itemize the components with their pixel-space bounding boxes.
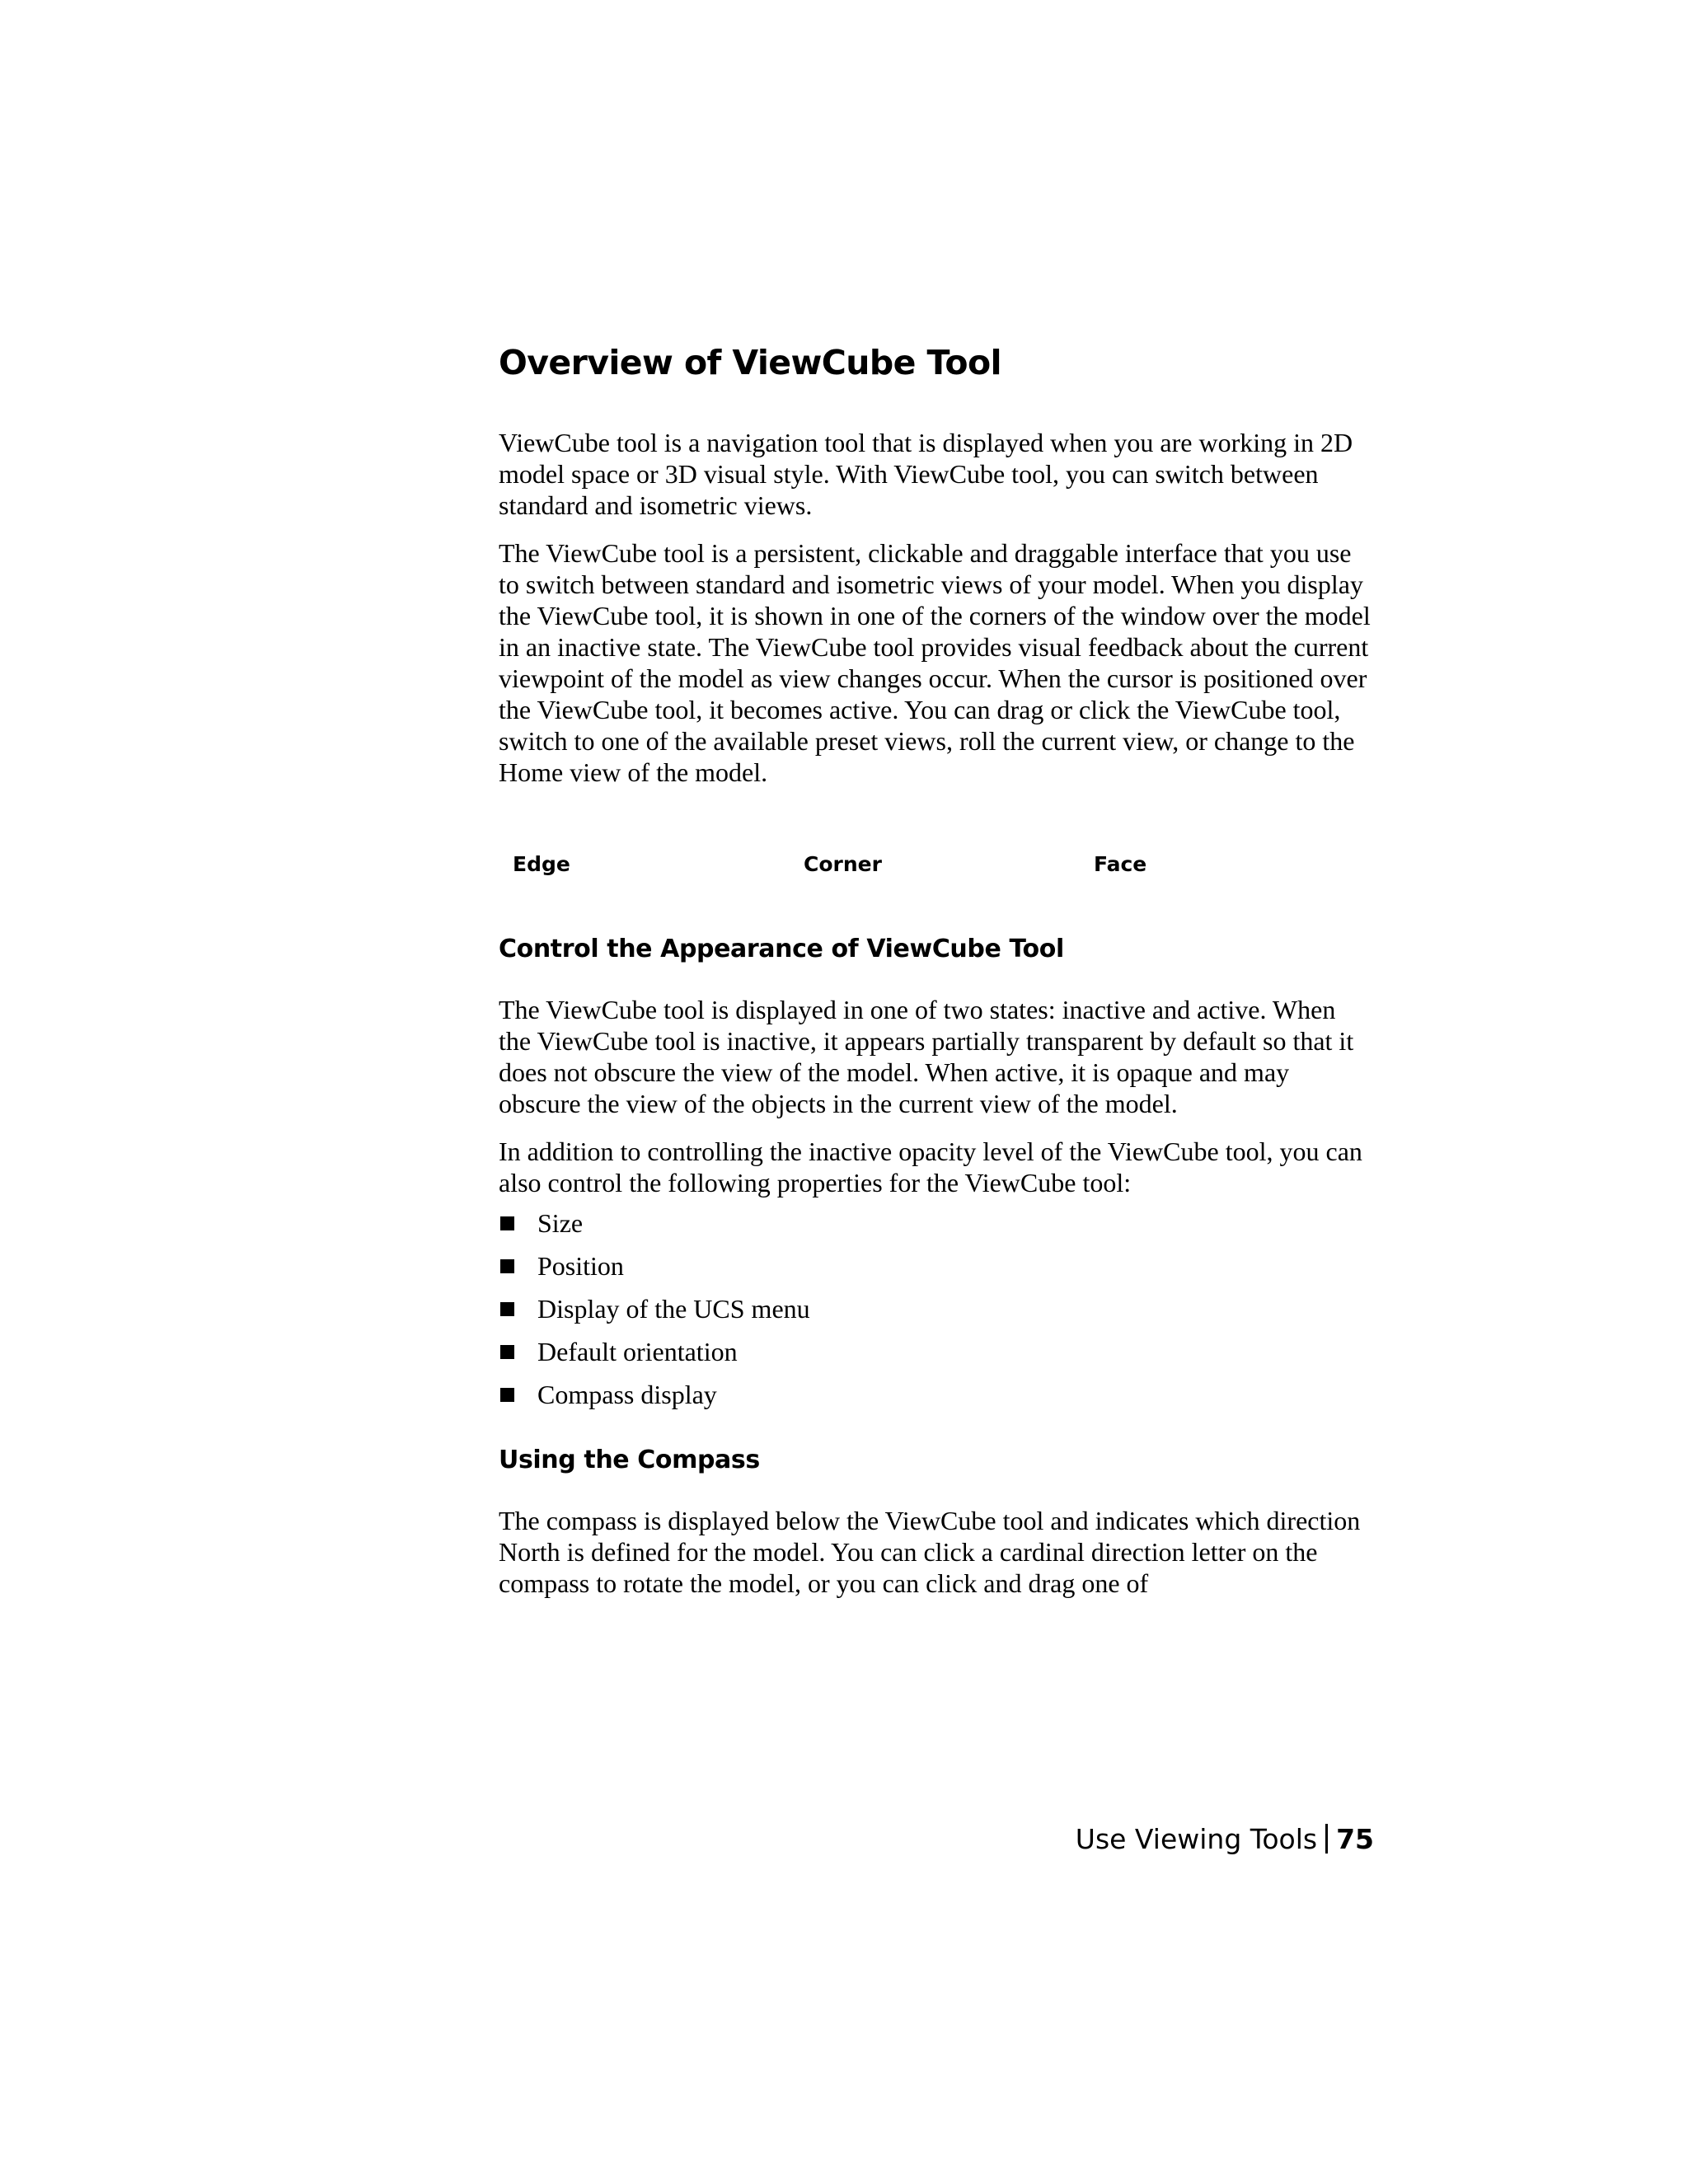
square-bullet-icon	[500, 1216, 514, 1230]
compass-paragraph: The compass is displayed below the ViewCube tool and indicates which direction North is defined for the model. You can click a cardinal direction letter on the compass to rotate the model, or you can click and drag one of	[499, 1506, 1361, 1598]
list-item-text: Display of the UCS menu	[537, 1294, 810, 1324]
footer-divider	[1325, 1824, 1328, 1854]
page-footer	[1076, 1821, 1374, 1858]
compass-heading: Using the Compass	[499, 1446, 760, 1474]
list-item-text: Compass display	[537, 1380, 717, 1409]
list-item-text: Size	[537, 1208, 584, 1238]
footer-chapter-title: Use Viewing Tools	[1075, 1823, 1318, 1855]
viewcube-figure-labels	[499, 851, 1374, 879]
list-item	[499, 1287, 1374, 1330]
square-bullet-icon	[500, 1388, 514, 1402]
list-item-text: Default orientation	[537, 1337, 738, 1366]
appearance-paragraph: The ViewCube tool is displayed in one of two states: inactive and active. When the ViewCube tool is inactive, it appears partially transparent by default so that it does not obscure the view of the model. When active, it is opaque and may obscure the view of the objects in the current view of the model.	[499, 995, 1354, 1118]
appearance-heading: Control the Appearance of ViewCube Tool	[499, 935, 1064, 963]
list-item	[499, 1202, 1374, 1244]
intro-paragraph: The ViewCube tool is a persistent, clickable and draggable interface that you use to switch between standard and isometric views of your model. When you display the ViewCube tool, it is shown in one of the corners of the window over the model in an inactive state. The ViewCube tool provides visual feedback about the current viewpoint of the model as view changes occur. When the cursor is positioned over the ViewCube tool, it becomes active. You can drag or click the ViewCube tool, switch to one of the available preset views, roll the current view, or change to the Home view of the model.	[499, 538, 1371, 787]
square-bullet-icon	[500, 1259, 514, 1273]
list-item-text: Position	[537, 1251, 624, 1281]
list-item	[499, 1373, 1374, 1416]
list-item	[499, 1330, 1374, 1373]
figure-label-corner: Corner	[804, 852, 882, 876]
figure-label-edge: Edge	[513, 852, 570, 876]
square-bullet-icon	[500, 1302, 514, 1316]
appearance-paragraph: In addition to controlling the inactive opacity level of the ViewCube tool, you can also control the following properties for the ViewCube tool:	[499, 1137, 1362, 1197]
figure-label-face: Face	[1094, 852, 1147, 876]
property-list	[499, 1202, 1374, 1416]
list-item	[499, 1244, 1374, 1287]
section-title: Overview of ViewCube Tool	[499, 343, 1001, 382]
square-bullet-icon	[500, 1345, 514, 1359]
page-number: 75	[1336, 1823, 1374, 1855]
intro-paragraph: ViewCube tool is a navigation tool that is displayed when you are working in 2D model space or 3D visual style. With ViewCube tool, you can switch between standard and isometric views.	[499, 428, 1353, 520]
